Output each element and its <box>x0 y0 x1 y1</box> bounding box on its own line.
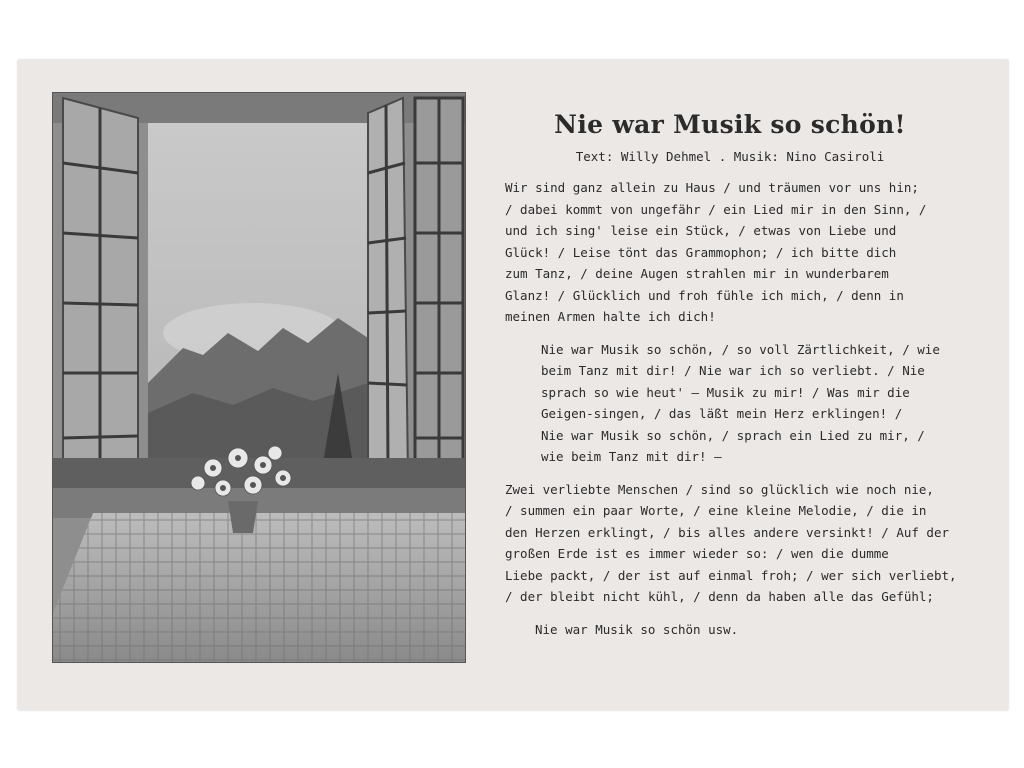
lyric-line: zum Tanz, / deine Augen strahlen mir in wunderbarem <box>505 266 889 281</box>
window-photo <box>52 92 466 663</box>
stanza-2-chorus <box>505 339 955 468</box>
song-title: Nie war Musik so schön! <box>554 110 906 139</box>
song-credits: Text: Willy Dehmel . Musik: Nino Casiroli <box>575 149 885 164</box>
lyric-line: beim Tanz mit dir! / Nie war ich so verliebt. / Nie <box>541 363 925 378</box>
lyric-line: großen Erde ist es immer wieder so: / wen die dumme <box>505 546 889 561</box>
stanza-1 <box>505 177 955 328</box>
lyric-line: den Herzen erklingt, / bis alles andere versinkt! / Auf der <box>505 524 950 540</box>
stanza-4-refrain <box>505 619 955 641</box>
lyric-line: / dabei kommt von ungefähr / ein Lied mir in den Sinn, / <box>505 201 927 217</box>
lyric-line: / summen ein paar Worte, / eine kleine Melodie, / die in <box>505 503 927 518</box>
lyric-line: Nie war Musik so schön, / so voll Zärtlichkeit, / wie <box>541 341 940 357</box>
lyric-line: Wir sind ganz allein zu Haus / und träumen vor uns hin; <box>505 180 919 195</box>
lyric-line: Liebe packt, / der ist auf einmal froh; / wer sich verliebt, <box>505 567 957 583</box>
lyric-line: wie beim Tanz mit dir! — <box>541 449 722 464</box>
lyric-line: Glanz! / Glücklich und froh fühle ich mich, / denn in <box>505 287 904 303</box>
lyric-line: sprach so wie heut' — Musik zu mir! / Was mir die <box>541 384 910 400</box>
lyric-line: Nie war Musik so schön, / sprach ein Lied zu mir, / <box>541 427 925 443</box>
stanza-3 <box>505 479 955 608</box>
lyric-line: / der bleibt nicht kühl, / denn da haben alle das Gefühl; <box>505 589 934 604</box>
lyric-line: Geigen-singen, / das läßt mein Herz erklingen! / <box>541 406 903 421</box>
lyric-line: Glück! / Leise tönt das Grammophon; / ich bitte dich <box>505 244 897 260</box>
lyric-line: und ich sing' leise ein Stück, / etwas von Liebe und <box>505 223 897 238</box>
lyric-line: meinen Armen halte ich dich! <box>505 309 716 324</box>
lyric-line: Zwei verliebte Menschen / sind so glücklich wie noch nie, <box>505 481 934 497</box>
lyrics-block <box>505 110 955 640</box>
lyric-line: Nie war Musik so schön usw. <box>535 621 739 637</box>
